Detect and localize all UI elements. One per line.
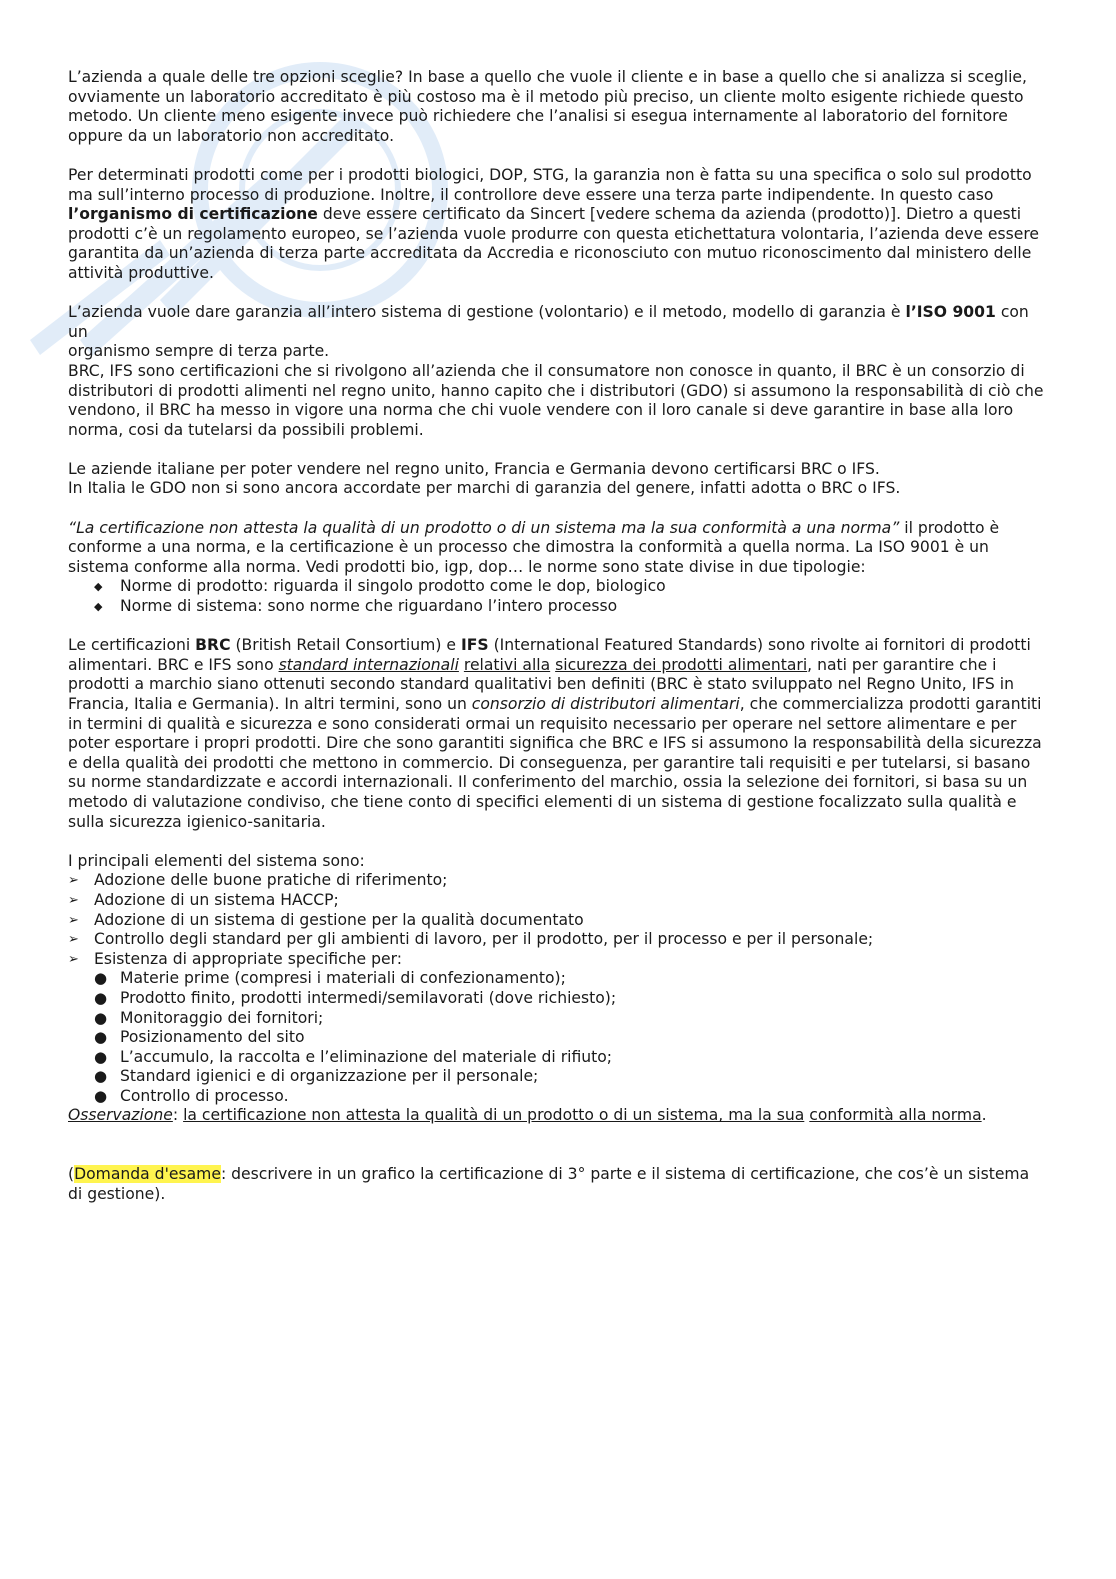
paragraph-gdo-italia: In Italia le GDO non si sono ancora accordate per marchi di garanzia del genere, infatti adotta o BRC o IFS. <box>68 479 901 498</box>
document-page <box>68 68 1048 1204</box>
elementi-list <box>68 871 1048 969</box>
list-item: ● Standard igienici e di organizzazione per il personale; <box>68 1067 1048 1087</box>
list-item: ➢ Esistenza di appropriate specifiche per: <box>68 950 1048 970</box>
list-item: ➢ Adozione delle buone pratiche di riferimento; <box>68 871 1048 891</box>
paragraph-iso-9001: L’azienda vuole dare garanzia all’intero sistema di gestione (volontario) e il metodo, modello di garanzia è l’ISO 9001 con un <box>68 303 1029 341</box>
organismo-certificazione-bold: l’organismo di certificazione <box>68 205 318 224</box>
list-item: ● L’accumulo, la raccolta e l’eliminazione del materiale di rifiuto; <box>68 1048 1048 1068</box>
list-item: ◆ Norme di sistema: sono norme che riguardano l’intero processo <box>68 597 1048 617</box>
specifiche-list <box>68 969 1048 1106</box>
exam-question-highlight: Domanda d'esame <box>74 1165 221 1184</box>
paragraph-aziende-italiane: Le aziende italiane per poter vendere nel regno unito, Francia e Germania devono certificarsi BRC o IFS. <box>68 459 880 478</box>
list-item: ● Controllo di processo. <box>68 1087 1048 1107</box>
list-item: ➢ Adozione di un sistema di gestione per la qualità documentato <box>68 911 1048 931</box>
paragraph-prodotti-biologici: Per determinati prodotti come per i prodotti biologici, DOP, STG, la garanzia non è fatta su una specifica o solo sul prodotto ma sull’interno processo di produzione. Inoltre, il controllore deve essere una terza parte indipendente. In questo caso l’organismo di certificazione deve essere certificato da Sincert [vedere schema da azienda (prodotto)]. Dietro a questi prodotti c’è un regolamento europeo, se l’azienda vuole produrre con questa etichettatura volontaria, l’azienda deve essere garantita da un’azienda di terza parte accreditata da Accredia e riconosciuto con mutuo riconoscimento dal ministero delle attività produttive. <box>68 165 1039 282</box>
osservazione-note: Osservazione: la certificazione non attesta la qualità di un prodotto o di un sistema, ma la sua conformità alla norma. <box>68 1106 987 1125</box>
certification-quote: “La certificazione non attesta la qualità di un prodotto o di un sistema ma la sua conformità a una norma” <box>68 518 900 537</box>
paragraph-certificazione-quote: “La certificazione non attesta la qualità di un prodotto o di un sistema ma la sua conformità a una norma” il prodotto è conforme a una norma, e la certificazione è un processo che dimostra la conformità a quella norma. La ISO 9001 è un sistema conforme alla norma. Vedi prodotti bio, igp, dop… le norme sono state divise in due tipologie: <box>68 518 1000 576</box>
list-item: ● Materie prime (compresi i materiali di confezionamento); <box>68 969 1048 989</box>
domanda-esame: (Domanda d'esame: descrivere in un grafico la certificazione di 3° parte e il sistema di certificazione, che cos’è un sistema di gestione). <box>68 1165 1030 1203</box>
tipologie-list <box>68 577 1048 616</box>
paragraph-brc-ifs-details: Le certificazioni BRC (British Retail Consortium) e IFS (International Featured Standards) sono rivolte ai fornitori di prodotti alimentari. BRC e IFS sono standard internazionali relativi alla sicurezza dei prodotti alimentari, nati per garantire che i prodotti a marchio siano ottenuti secondo standard qualitativi ben definiti (BRC è stato sviluppato nel Regno Unito, IFS in Francia, Italia e Germania). In altri termini, sono un consorzio di distributori alimentari, che commercializza prodotti garantiti in termini di qualità e sicurezza e sono considerati ormai un requisito necessario per operare nel settore alimentare e per poter esportare i propri prodotti. Dire che sono garantiti significa che BRC e IFS si assumono la responsabilità della sicurezza e della qualità dei prodotti che mettono in commercio. Di conseguenza, per garantire tali requisiti e per tutelarsi, si basano su norme standardizzate e accordi internazionali. Il conferimento del marchio, ossia la selezione dei fornitori, si basa su un metodo di valutazione condiviso, che tiene conto di specifici elementi di un sistema di gestione focalizzato sulla qualità e sulla sicurezza igienico-sanitaria. <box>68 636 1042 831</box>
list-item: ➢ Adozione di un sistema HACCP; <box>68 891 1048 911</box>
paragraph-brc-ifs: BRC, IFS sono certificazioni che si rivolgono all’azienda che il consumatore non conosce in quanto, il BRC è un consorzio di distributori di prodotti alimenti nel regno unito, hanno capito che i distributori (GDO) si assumono la responsabilità di ciò che vendono, il BRC ha messo in vigore una norma che chi vuole vendere con il loro canale si deve garantire in base alla loro norma, cosi da tutelarsi da possibili problemi. <box>68 361 1044 439</box>
list-item: ● Monitoraggio dei fornitori; <box>68 1009 1048 1029</box>
list-item: ◆ Norme di prodotto: riguarda il singolo prodotto come le dop, biologico <box>68 577 1048 597</box>
iso-9001-bold: l’ISO 9001 <box>905 303 996 322</box>
list-item: ➢ Controllo degli standard per gli ambienti di lavoro, per il prodotto, per il processo e per il personale; <box>68 930 1048 950</box>
list-item: ● Posizionamento del sito <box>68 1028 1048 1048</box>
paragraph-terza-parte: organismo sempre di terza parte. <box>68 342 330 361</box>
elementi-intro: I principali elementi del sistema sono: <box>68 851 365 870</box>
list-item: ● Prodotto finito, prodotti intermedi/semilavorati (dove richiesto); <box>68 989 1048 1009</box>
paragraph-opzioni: L’azienda a quale delle tre opzioni sceglie? In base a quello che vuole il cliente e in base a quello che si analizza si sceglie, ovviamente un laboratorio accreditato è più costoso ma è il metodo più preciso, un cliente molto esigente richiede questo metodo. Un cliente meno esigente invece può richiedere che l’analisi si esegua internamente al laboratorio del fornitore oppure da un laboratorio non accreditato. <box>68 68 1027 145</box>
